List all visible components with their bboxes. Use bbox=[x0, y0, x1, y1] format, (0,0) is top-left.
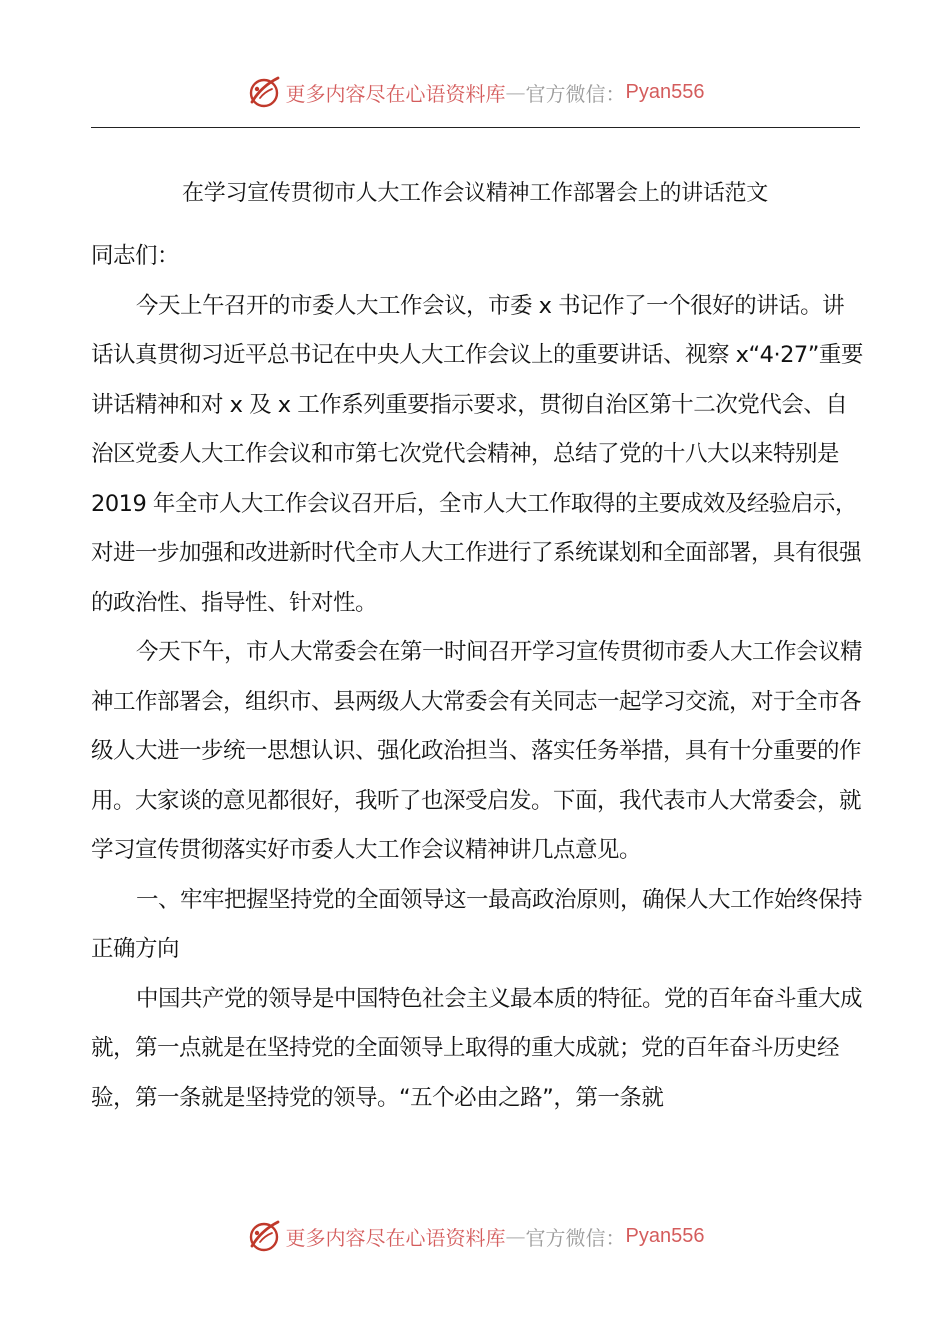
document-title: 在学习宣传贯彻市人大工作会议精神工作部署会上的讲话范文 bbox=[182, 181, 768, 206]
salutation: 同志们： bbox=[91, 243, 180, 269]
paragraph: 中国共产党的领导是中国特色社会主义最本质的特征。党的百年奋斗重大成就，第一点就是在坚持党的全面领导上取得的重大成就；党的百年奋斗历史经验，第一条就是坚持党的领导。“五个必由之路”，第一条就 bbox=[91, 985, 863, 1111]
header-wechat-label: 官方微信： bbox=[525, 81, 626, 106]
header-wechat-id: Pyan556 bbox=[625, 80, 705, 103]
footer-dash: — bbox=[505, 1224, 526, 1248]
brand-logo-icon bbox=[246, 74, 282, 110]
paragraph: 今天下午，市人大常委会在第一时间召开学习宣传贯彻市委人大工作会议精神工作部署会，组织市、县两级人大常委会有关同志一起学习交流，对于全市各级人大进一步统一思想认识、强化政治担当、落实任务举措，具有十分重要的作用。大家谈的意见都很好，我听了也深受启发。下面，我代表市人大常委会，就学习宣传贯彻落实好市委人大工作会议精神讲几点意见。 bbox=[91, 639, 863, 863]
header-rule bbox=[91, 127, 860, 128]
paragraph: 今天上午召开的市委人大工作会议，市委 x 书记作了一个很好的讲话。讲话认真贯彻习近平总书记在中央人大工作会议上的重要讲话、视察 x“4·27”重要讲话精神和对 x 及 x 工作系列重要指示要求，贯彻自治区第十二次党代会、自治区党委人大工作会议和市第七次党代会精神，总结了党的十八大以来特别是 2019 年全市人大工作会议召开后，全市人大工作取得的主要成效及经验启示，对进一步加强和改进新时代全市人大工作进行了系统谋划和全面部署，具有很强的政治性、指导性、针对性。 bbox=[91, 292, 863, 616]
brand-logo-icon bbox=[246, 1218, 282, 1254]
header-banner bbox=[0, 72, 950, 112]
document-body bbox=[91, 232, 863, 1123]
header-dash: — bbox=[505, 80, 526, 104]
footer-banner bbox=[0, 1216, 950, 1256]
section-heading: 一、牢牢把握坚持党的全面领导这一最高政治原则，确保人大工作始终保持正确方向 bbox=[91, 886, 863, 962]
footer-wechat-id: Pyan556 bbox=[625, 1224, 705, 1247]
footer-brand-text: 更多内容尽在心语资料库 bbox=[285, 1225, 506, 1250]
header-brand-text: 更多内容尽在心语资料库 bbox=[285, 81, 506, 106]
footer-wechat-label: 官方微信： bbox=[525, 1225, 626, 1250]
